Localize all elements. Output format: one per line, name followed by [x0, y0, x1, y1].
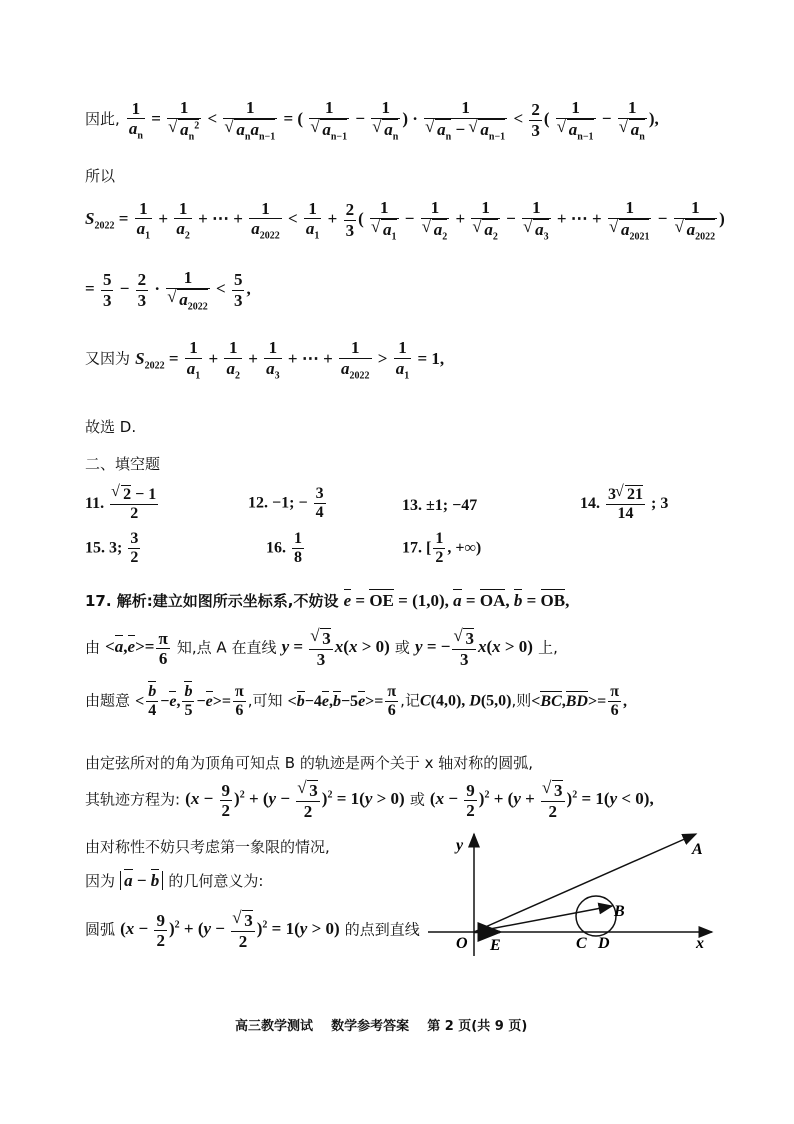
page-footer: 高三教学测试 数学参考答案 第 2 页(共 9 页): [235, 1019, 528, 1034]
line-1: [85, 98, 659, 142]
answer-16: 16. $\frac{1}{8}$: [266, 530, 302, 567]
answer-11: 11. √ $\frac{2 - 1}{2}$: [85, 485, 160, 524]
formula-1: $\frac{1}{a_n}$ = 1 √ $a_n^2$ < 1 √ $a_na_{n-1}$ = ( 1 √ $a_{n-1}$ − 1 √ $a_n$ ) · 1 √ $a_n$ − √ $a_{n-1}$ < $\frac{2}{3}$ ( 1 √ $a_{n-1}$ − 1 √ $a_n$ ),: [125, 109, 659, 128]
vector-ob: [474, 906, 612, 932]
angle-line: 由 <a,e>= $\frac{\pi}{6}$ 知,点 A 在直线 y = √ $\frac{3}{3}$ x(x > 0) 或 y = − √ $\frac{3}{3}$ x(x > 0) 上,: [85, 628, 558, 669]
locus-circle: [576, 896, 616, 936]
symmetry-line: 由对称性不妨只考虑第一象限的情况,: [85, 838, 330, 856]
formula-result: = $\frac{5}{3}$ − $\frac{2}{3}$ · 1 √ $a_{2022}$ < $\frac{5}{3}$ ,: [85, 268, 251, 312]
vector-oa: [474, 834, 696, 932]
x-label: x: [696, 935, 704, 952]
answer-17: 17. [ $\frac{1}{2}$ , +∞): [402, 530, 482, 567]
chord-line: 由定弦所对的角为顶角可知点 B 的轨迹是两个关于 x 轴对称的圆弧,: [85, 754, 534, 772]
section-heading: 二、填空题: [85, 455, 161, 473]
c-label: C: [576, 935, 587, 952]
sol17-line: 17. 解析:建立如图所示坐标系,不妨设 e = OE = (1,0), a = OA, b = OB,: [85, 591, 570, 610]
answer-14: 14. $\frac{3√ 21}{14}$ ; 3: [580, 485, 668, 524]
line-1-prefix: 因此,: [85, 110, 120, 129]
line-5: 又因为 $S_{2022}$ = $\frac{1}{a_1}$ + $\frac{1}{a_2}$ + $\frac{1}{a_3}$ + ⋯ + $\frac{1}{a_{2022}}$ > $\frac{1}{a_1}$ = 1,: [85, 338, 445, 381]
answer-15: 15. 3; $\frac{3}{2}$: [85, 530, 139, 567]
b-label: B: [614, 903, 625, 920]
because-line: 因为 a − b 的几何意义为:: [85, 871, 264, 890]
a-label: A: [692, 841, 703, 858]
line-6: 故选 D.: [85, 418, 137, 436]
line-5-prefix: 又因为: [85, 349, 131, 368]
coordinate-diagram: [420, 820, 720, 960]
o-label: O: [456, 935, 468, 952]
formula-s2022: $S_{2022}$ = $\frac{1}{a_1}$ + $\frac{1}{a_2}$ + ⋯ + $\frac{1}{a_{2022}}$ < $\frac{1}{a_1}$ + $\frac{2}{3}$ ( 1 √ $a_1$ − 1 √ $a_2$ + 1 √ $a_2$ − 1 √ $a_3$ + ⋯ + 1 √ $a_{2021}$ − 1 √ $a_{2022}$ ): [85, 198, 725, 242]
d-label: D: [598, 935, 610, 952]
answer-12: 12. −1; − $\frac{3}{4}$: [248, 485, 324, 522]
y-label: y: [456, 837, 464, 854]
locus-line: 其轨迹方程为: (x − $\frac{9}{2}$ )$^2$ + (y − √ $\frac{3}{2}$ )$^2$ = 1(y > 0) 或 (x − $\frac{9}{2}$ )$^2$ + (y + √ $\frac{3}{2}$ )$^2$ = 1(y < 0),: [85, 780, 654, 821]
arc-line: 圆弧 (x − $\frac{9}{2}$ )$^2$ + (y − √ $\frac{3}{2}$ )$^2$ = 1(y > 0) 的点到直线: [85, 910, 420, 951]
answer-13: 13. ±1; −47: [402, 497, 478, 514]
condition-line: 由题意 < $\frac{b}{4}$ −e, $\frac{b}{5}$ −e>= $\frac{\pi}{6}$ ,可知 <b−4e,b−5e>= $\frac{\pi}{6}$ ,记C(4,0), D(5,0),则<BC,BD>= $\frac{\pi}{6}$ ,: [85, 683, 627, 720]
line-2: 所以: [85, 167, 116, 185]
e-label: E: [490, 937, 501, 954]
